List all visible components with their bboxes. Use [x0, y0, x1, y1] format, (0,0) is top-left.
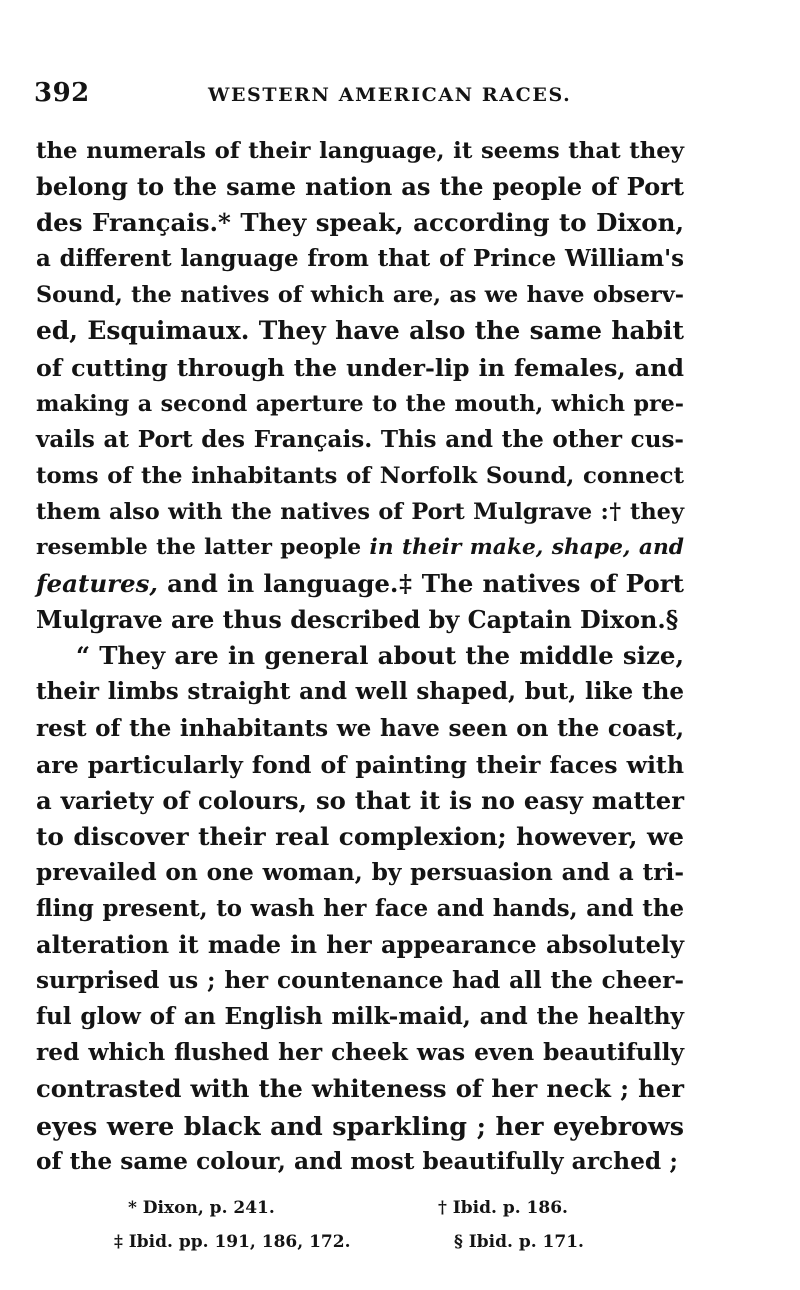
- running-title: WESTERN AMERICAN RACES.: [208, 84, 572, 106]
- text-line: [36, 783, 684, 819]
- page-header: [30, 78, 750, 118]
- italic-phrase: in their make, shape, and: [369, 535, 684, 561]
- text-run: des Français.* They speak, according to Dixon,: [36, 208, 684, 238]
- text-line: [36, 458, 684, 494]
- footnote-row-2: [36, 1232, 684, 1260]
- footnote-ibid-171: § Ibid. p. 171.: [454, 1232, 584, 1252]
- text-line: [36, 422, 684, 458]
- text-run: “ They are in general about the middle size,: [76, 641, 684, 671]
- text-line: [36, 1035, 684, 1071]
- footnote-dixon-241: * Dixon, p. 241.: [128, 1198, 275, 1218]
- text-run: making a second aperture to the mouth, which pre-: [36, 390, 684, 417]
- text-line: [36, 350, 684, 386]
- text-run: a different language from that of Prince William's: [36, 245, 684, 273]
- text-run: them also with the natives of Port Mulgrave :† they: [36, 498, 684, 525]
- text-line: [36, 386, 684, 422]
- body-text: [36, 133, 684, 1180]
- text-line: [36, 241, 684, 277]
- text-run: the numerals of their language, it seems that they: [36, 138, 684, 164]
- text-run: of the same colour, and most beautifully arched ;: [36, 1147, 678, 1175]
- text-line: [36, 963, 684, 999]
- text-run: fling present, to wash her face and hands, and the: [36, 895, 684, 922]
- text-run: alteration it made in her appearance absolutely: [36, 930, 684, 960]
- text-line: [36, 891, 684, 927]
- text-run: eyes were black and sparkling ; her eyebrows: [36, 1110, 684, 1141]
- text-line: [36, 711, 684, 747]
- text-line: [36, 1108, 684, 1144]
- text-run: ful glow of an English milk-maid, and the healthy: [36, 1003, 684, 1031]
- text-run: belong to the same nation as the people of Port: [36, 172, 684, 202]
- footnote-row-1: [36, 1198, 684, 1226]
- text-line: [36, 819, 684, 855]
- text-line: [36, 674, 684, 710]
- text-run: Mulgrave are thus described by Captain Dixon.§: [36, 606, 679, 635]
- text-run: their limbs straight and well shaped, but, like the: [36, 678, 684, 706]
- text-line: [36, 999, 684, 1035]
- text-line: [36, 494, 684, 530]
- text-line: [36, 927, 684, 963]
- text-run: Sound, the natives of which are, as we have observ-: [36, 282, 684, 309]
- text-line: [36, 133, 684, 169]
- page-number: 392: [34, 78, 90, 108]
- text-run: vails at Port des Français. This and the other cus-: [36, 425, 684, 453]
- text-line: [36, 1144, 684, 1180]
- text-run: and in language.‡ The natives of Port: [157, 569, 684, 599]
- text-line: [36, 530, 684, 566]
- text-run: contrasted with the whiteness of her neck ; her: [36, 1074, 684, 1104]
- text-run: rest of the inhabitants we have seen on the coast,: [36, 714, 684, 742]
- text-line: [36, 747, 684, 783]
- text-run: toms of the inhabitants of Norfolk Sound, connect: [36, 462, 684, 489]
- text-line: [36, 277, 684, 313]
- footnote-ibid-191: ‡ Ibid. pp. 191, 186, 172.: [114, 1232, 351, 1252]
- text-line: [36, 638, 684, 674]
- footnote-ibid-186: † Ibid. p. 186.: [438, 1198, 568, 1218]
- text-run: of cutting through the under-lip in females, and: [36, 353, 684, 382]
- text-line: [36, 855, 684, 891]
- text-line: [36, 205, 684, 241]
- text-run: red which flushed her cheek was even beautifully: [36, 1039, 684, 1067]
- text-line: [36, 1071, 684, 1107]
- text-run: prevailed on one woman, by persuasion and a tri-: [36, 858, 684, 886]
- text-run: ed, Esquimaux. They have also the same habit: [36, 316, 684, 346]
- text-line: [36, 602, 684, 638]
- text-line: [36, 566, 684, 602]
- italic-phrase: features,: [36, 569, 158, 599]
- text-line: [36, 169, 684, 205]
- text-run: surprised us ; her countenance had all the cheer-: [36, 967, 684, 995]
- text-run: a variety of colours, so that it is no easy matter: [36, 785, 684, 815]
- text-line: [36, 313, 684, 349]
- text-run: to discover their real complexion; however, we: [36, 821, 684, 851]
- text-run: resemble the latter people: [36, 535, 370, 561]
- text-run: are particularly fond of painting their faces with: [36, 750, 684, 779]
